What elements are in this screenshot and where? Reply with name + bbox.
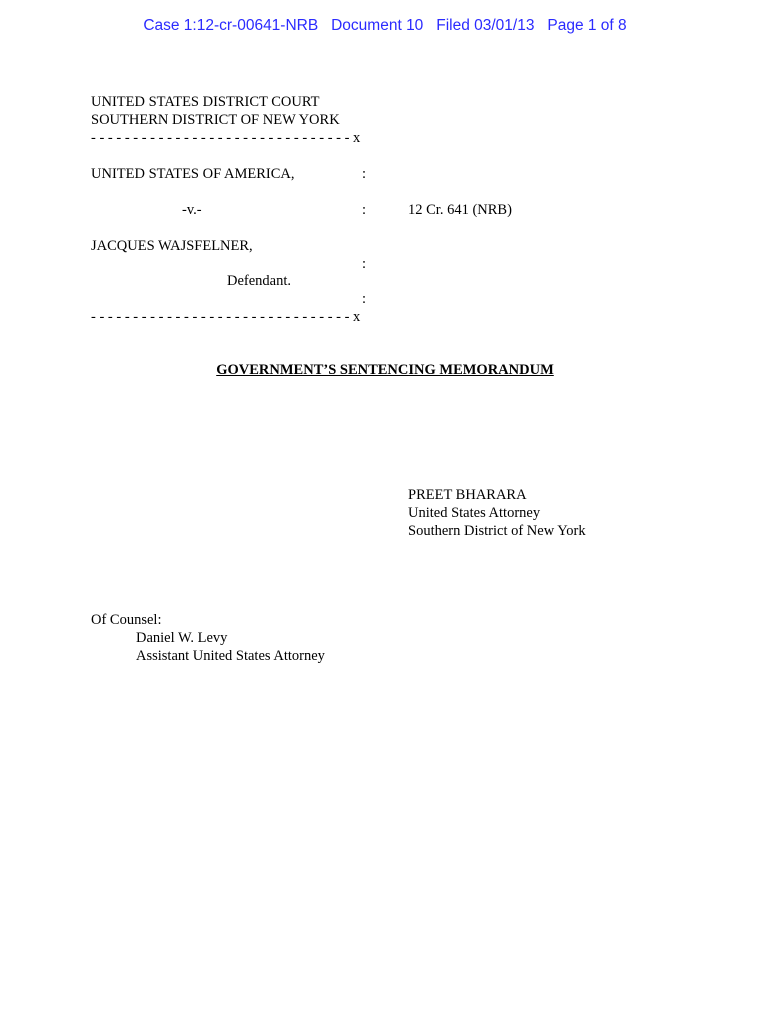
caption-colon: : [362,166,367,182]
signature-name: PREET BHARARA [408,487,527,503]
counsel-title: Assistant United States Attorney [136,648,325,664]
counsel-label: Of Counsel: [91,612,162,628]
case-number: 12 Cr. 641 (NRB) [408,202,512,218]
document-title: GOVERNMENT’S SENTENCING MEMORANDUM [216,362,554,378]
signature-title: United States Attorney [408,505,541,521]
caption-bottom-separator: - - - - - - - - - - - - - - - - - - - - - - - - - - - - - - - x [91,309,361,325]
signature-district: Southern District of New York [408,523,586,539]
caption-colon: : [362,202,367,218]
counsel-name: Daniel W. Levy [136,630,228,646]
caption-plaintiff: UNITED STATES OF AMERICA, [91,166,295,182]
caption-defendant-name: JACQUES WAJSFELNER, [91,238,253,254]
caption-colon: : [362,291,367,307]
caption-versus: -v.- [182,202,202,218]
court-name-line1: UNITED STATES DISTRICT COURT [91,94,320,110]
caption-defendant-role: Defendant. [227,273,292,289]
court-name-line2: SOUTHERN DISTRICT OF NEW YORK [91,112,340,128]
caption-top-separator: - - - - - - - - - - - - - - - - - - - - - - - - - - - - - - - x [91,130,361,146]
caption-colon: : [362,256,367,272]
ecf-filing-header: Case 1:12-cr-00641-NRB Document 10 Filed 03/01/13 Page 1 of 8 [143,17,627,34]
